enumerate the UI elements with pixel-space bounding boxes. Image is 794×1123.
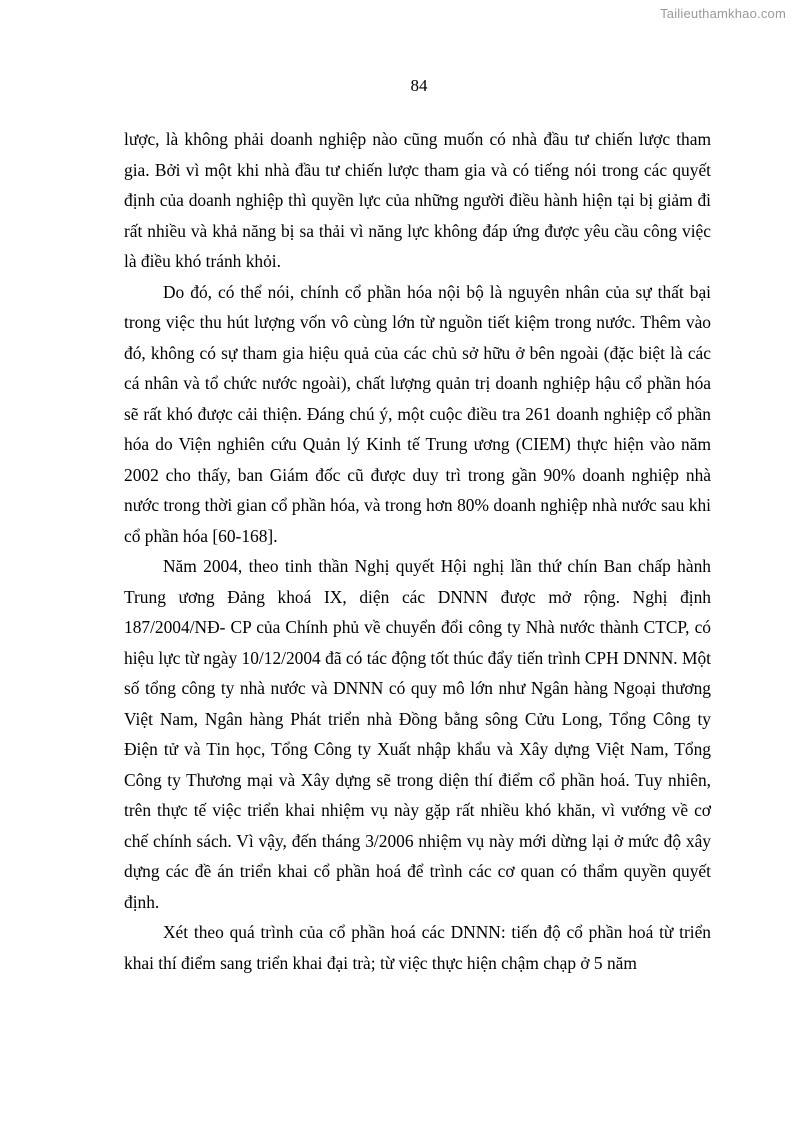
paragraph: Do đó, có thể nói, chính cổ phần hóa nội bộ là nguyên nhân của sự thất bại trong việc thu hút lượng vốn vô cùng lớn từ nguồn tiết kiệm trong nước. Thêm vào đó, không có sự tham gia hiệu quả của các chủ sở hữu ở bên ngoài (đặc biệt là các cá nhân và tổ chức nước ngoài), chất lượng quản trị doanh nghiệp hậu cổ phần hóa sẽ rất khó được cải thiện. Đáng chú ý, một cuộc điều tra 261 doanh nghiệp cổ phần hóa do Viện nghiên cứu Quản lý Kinh tế Trung ương (CIEM) thực hiện vào năm 2002 cho thấy, ban Giám đốc cũ được duy trì trong gần 90% doanh nghiệp nhà nước trong thời gian cổ phần hóa, và trong hơn 80% doanh nghiệp nhà nước sau khi cổ phần hóa [60-168]. [124, 281, 711, 546]
page-number: 84 [410, 76, 428, 95]
paragraph: Năm 2004, theo tinh thần Nghị quyết Hội nghị lần thứ chín Ban chấp hành Trung ương Đảng khoá IX, diện các DNNN được mở rộng. Nghị định 187/2004/NĐ- CP của Chính phủ về chuyển đổi công ty Nhà nước thành CTCP, có hiệu lực từ ngày 10/12/2004 đã có tác động tốt thúc đẩy tiến trình CPH DNNN. Một số tổng công ty nhà nước và DNNN có quy mô lớn như Ngân hàng Ngoại thương Việt Nam, Ngân hàng Phát triển nhà Đồng bằng sông Cửu Long, Tổng Công ty Điện tử và Tin học, Tổng Công ty Xuất nhập khẩu và Xây dựng Việt Nam, Tổng Công ty Thương mại và Xây dựng sẽ trong diện thí điểm cổ phần hoá. Tuy nhiên, trên thực tế việc triển khai nhiệm vụ này gặp rất nhiều khó khăn, vì vướng về cơ chế chính sách. Vì vậy, đến tháng 3/2006 nhiệm vụ này mới dừng lại ở mức độ xây dựng các đề án triển khai cổ phần hoá để trình các cơ quan có thẩm quyền quyết định. [124, 556, 711, 912]
paragraph: Xét theo quá trình của cổ phần hoá các DNNN: tiến độ cổ phần hoá từ triển khai thí điểm sang triển khai đại trà; từ việc thực hiện chậm chạp ở 5 năm [124, 922, 711, 973]
paragraph-continuation: lược, là không phải doanh nghiệp nào cũng muốn có nhà đầu tư chiến lược tham gia. Bởi vì một khi nhà đầu tư chiến lược tham gia và có tiếng nói trong các quyết định của doanh nghiệp thì quyền lực của những người điều hành hiện tại bị giảm đi rất nhiều và khả năng bị sa thải vì năng lực không đáp ứng được yêu cầu công việc là điều khó tránh khỏi. [124, 129, 711, 271]
watermark-text: Tailieuthamkhao.com [660, 6, 786, 21]
body-text [124, 124, 711, 978]
